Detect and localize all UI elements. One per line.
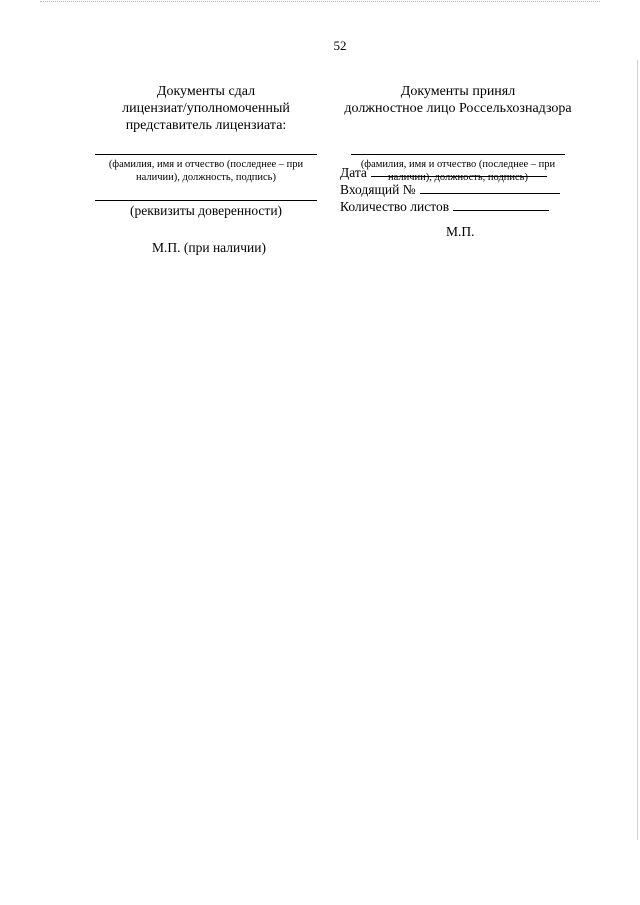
right-heading-line-2: должностное лицо Россельхознадзора xyxy=(344,101,572,116)
right-caption-line-1: (фамилия, имя и отчество (последнее – при xyxy=(360,159,556,170)
date-field xyxy=(340,165,547,181)
power-of-attorney-caption: (реквизиты доверенности) xyxy=(129,203,283,218)
left-heading-line-2: лицензиат/уполномоченный xyxy=(122,101,290,116)
left-caption-line-2: наличии), должность, подпись) xyxy=(136,172,276,183)
incoming-number-field xyxy=(340,182,560,198)
left-signature-caption xyxy=(95,158,317,184)
left-stamp: М.П. (при наличии) xyxy=(152,240,266,255)
sheet-count-field xyxy=(340,199,549,215)
power-of-attorney-line xyxy=(95,200,317,201)
right-stamp: М.П. xyxy=(446,224,475,239)
date-blank[interactable] xyxy=(371,165,547,177)
left-heading xyxy=(95,83,317,134)
right-heading xyxy=(343,83,573,117)
date-label: Дата xyxy=(340,165,367,180)
left-caption-line-1: (фамилия, имя и отчество (последнее – при xyxy=(108,159,304,170)
scan-edge-top xyxy=(40,1,600,2)
right-signature-line xyxy=(351,154,565,155)
page-number: 52 xyxy=(333,38,347,53)
left-signature-line xyxy=(95,154,317,155)
scan-edge-right xyxy=(637,60,638,840)
left-column xyxy=(95,83,317,219)
left-heading-line-1: Документы сдал xyxy=(156,84,256,99)
incoming-number-label: Входящий № xyxy=(340,182,416,197)
sheet-count-blank[interactable] xyxy=(453,199,549,211)
right-heading-line-1: Документы принял xyxy=(400,84,516,99)
right-caption-line-2: наличии), должность, подпись) xyxy=(388,172,528,183)
sheet-count-label: Количество листов xyxy=(340,199,450,214)
incoming-number-blank[interactable] xyxy=(420,182,560,194)
left-heading-line-3: представитель лицензиата: xyxy=(125,118,287,133)
